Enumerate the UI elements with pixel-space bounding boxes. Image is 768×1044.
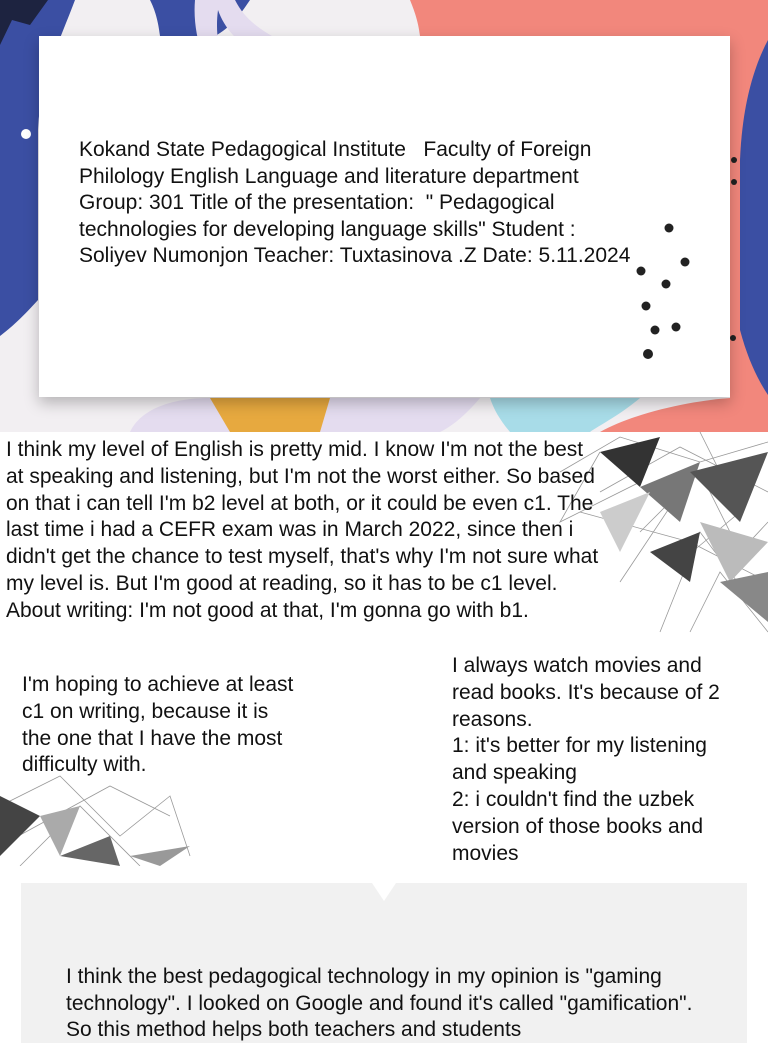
title-slide xyxy=(0,0,768,432)
writing-goal-paragraph: I'm hoping to achieve at least c1 on writing, because it is the one that I have the most difficulty with. xyxy=(22,673,300,777)
dot-cluster xyxy=(39,36,730,397)
card-notch xyxy=(372,883,396,901)
gaming-technology-paragraph: I think the best pedagogical technology in my opinion is "gaming technology". I looked on Google and found it's called "gamification". So this method helps both teachers and students xyxy=(66,965,693,1042)
presentation-title-text: Kokand State Pedagogical Institute Faculty of Foreign Philology English Language and literature department Group: 301 Title of the presentation: " Pedagogical technologies for developing language skills" Student : Soliyev Numonjon Teacher: Tuxtasinova .Z Date: 5.11.2024 xyxy=(79,138,631,268)
mustard-brush xyxy=(210,398,330,432)
english-level-paragraph: I think my level of English is pretty mid. I know I'm not the best at speaking and listening, but I'm not the worst either. So based on that i can tell I'm b2 level at both, or it could be even c1. The last time i had a CEFR exam was in March 2022, since then i didn't get the chance to test myself, that's why I'm not sure what my level is. But I'm good at reading, so it has to be c1 level. About writing: I'm not good at that, I'm gonna go with b1. xyxy=(6,438,604,622)
level-slide xyxy=(0,432,768,866)
movies-books-paragraph: I always watch movies and read books. It's because of 2 reasons. 1: it's better for my listening and speaking 2: i couldn't find the uzbek version of those books and movies xyxy=(452,654,720,865)
white-dot xyxy=(21,129,31,139)
title-card xyxy=(39,36,730,397)
technology-slide xyxy=(0,866,768,1042)
